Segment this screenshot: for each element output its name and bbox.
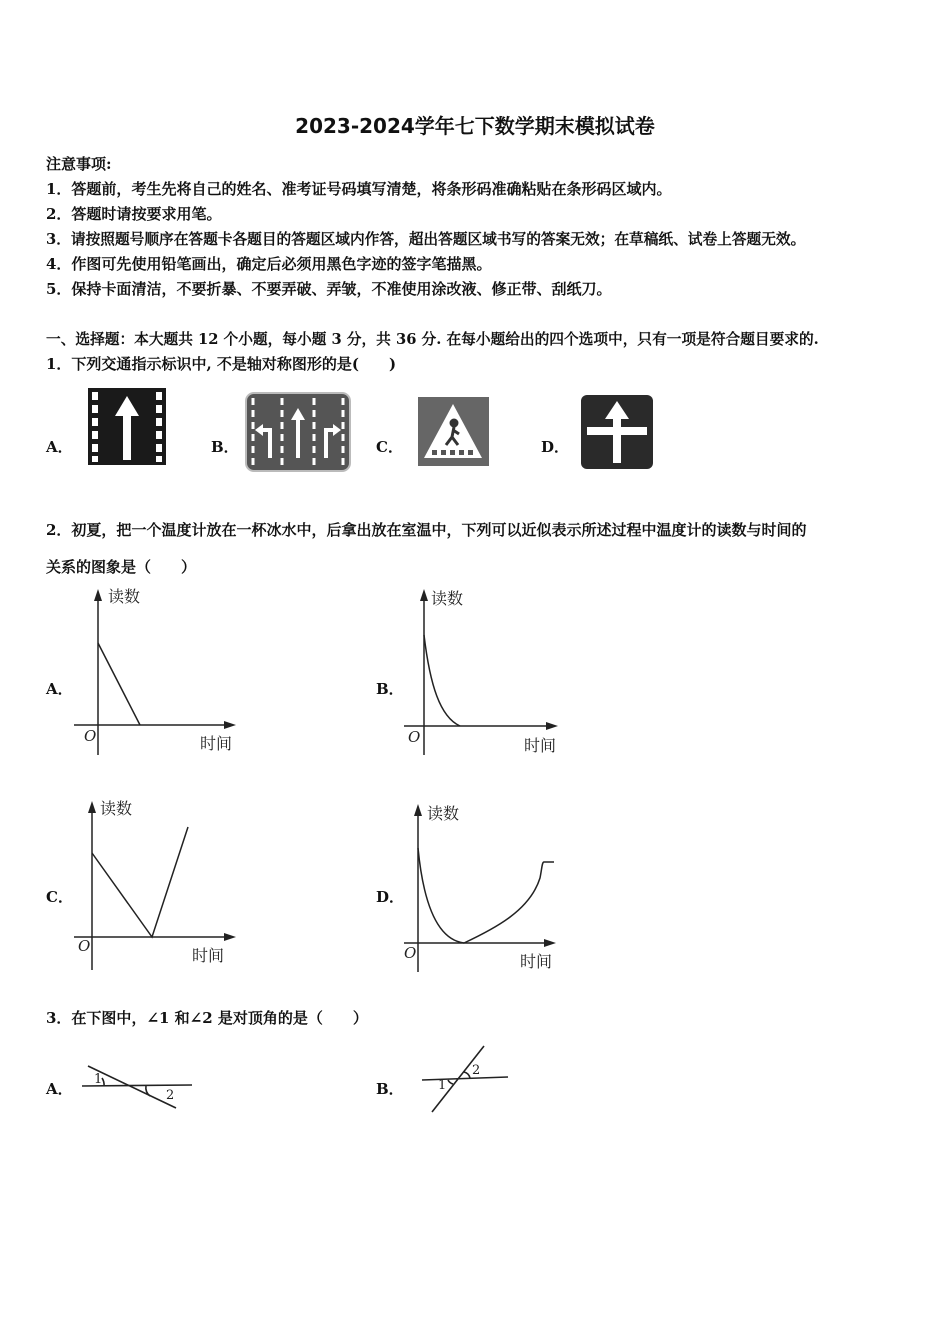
q1-option-c-label: C．: [376, 438, 403, 456]
q1-option-a-label: A．: [46, 438, 73, 456]
notice-item-2: 2．答题时请按要求用笔。: [46, 205, 222, 223]
q2-graph-a: [70, 585, 240, 755]
q1-option-b-label: B．: [211, 438, 239, 456]
q3a-angle-1-label: 1: [94, 1072, 103, 1087]
question-3-text: 3．在下图中，∠1 和∠2 是对顶角的是（ ）: [46, 1009, 368, 1027]
q2d-x-axis-label: 时间: [520, 952, 553, 971]
q2a-x-axis-label: 时间: [200, 734, 233, 753]
q2-graph-c: [70, 795, 240, 970]
q2b-y-axis-label: 读数: [431, 589, 464, 608]
q1-option-d-sign: [581, 395, 653, 469]
q2c-origin-label: O: [78, 937, 91, 955]
q1-option-b-sign: [245, 392, 351, 472]
q2d-origin-label: O: [404, 944, 417, 962]
q3-figure-b: [418, 1042, 513, 1117]
q1-option-c-sign: [418, 397, 489, 466]
q2b-x-axis-label: 时间: [524, 736, 557, 755]
q3a-angle-2-label: 2: [166, 1088, 175, 1103]
question-2-text-line-2: 关系的图象是（ ）: [46, 558, 197, 576]
q1-option-a-sign: [88, 388, 166, 465]
exam-title: 2023-2024学年七下数学期末模拟试卷: [295, 114, 655, 138]
q2-graph-d: [400, 800, 570, 972]
q3b-angle-2-label: 2: [472, 1063, 481, 1078]
notice-item-4: 4．作图可先使用铅笔画出，确定后必须用黑色字迹的签字笔描黑。: [46, 255, 492, 273]
q2-option-b-label: B．: [376, 680, 404, 698]
q2a-y-axis-label: 读数: [108, 587, 141, 606]
notice-item-5: 5．保持卡面清洁，不要折暴、不要弄破、弄皱，不准使用涂改液、修正带、刮纸刀。: [46, 280, 612, 298]
question-2-text-line-1: 2．初夏，把一个温度计放在一杯冰水中，后拿出放在室温中，下列可以近似表示所述过程中温度计的读数与时间的: [46, 521, 807, 539]
notice-item-1: 1．答题前，考生先将自己的姓名、准考证号码填写清楚，将条形码准确粘贴在条形码区域内。: [46, 180, 672, 198]
notice-heading: 注意事项:: [46, 155, 112, 173]
q3-option-a-label: A．: [46, 1080, 73, 1098]
q3-figure-a: [80, 1058, 195, 1113]
question-1-text: 1．下列交通指示标识中, 不是轴对称图形的是( ): [46, 355, 397, 373]
q2a-origin-label: O: [84, 727, 97, 745]
notice-item-3: 3．请按照题号顺序在答题卡各题目的答题区域内作答，超出答题区域书写的答案无效；在草稿纸、试卷上答题无效。: [46, 231, 806, 248]
q2-option-c-label: C．: [46, 888, 73, 906]
q2-option-d-label: D．: [376, 888, 405, 906]
q3b-angle-1-label: 1: [438, 1078, 447, 1093]
q2c-x-axis-label: 时间: [192, 946, 225, 965]
q2d-y-axis-label: 读数: [427, 804, 460, 823]
q2-graph-b: [400, 585, 570, 757]
q2-option-a-label: A．: [46, 680, 73, 698]
section-1-heading: 一、选择题：本大题共 12 个小题，每小题 3 分，共 36 分. 在每小题给出的四个选项中，只有一项是符合题目要求的.: [46, 331, 819, 348]
q2c-y-axis-label: 读数: [100, 799, 133, 818]
q2b-origin-label: O: [408, 728, 421, 746]
q3-option-b-label: B．: [376, 1080, 404, 1098]
q1-option-d-label: D．: [541, 438, 570, 456]
